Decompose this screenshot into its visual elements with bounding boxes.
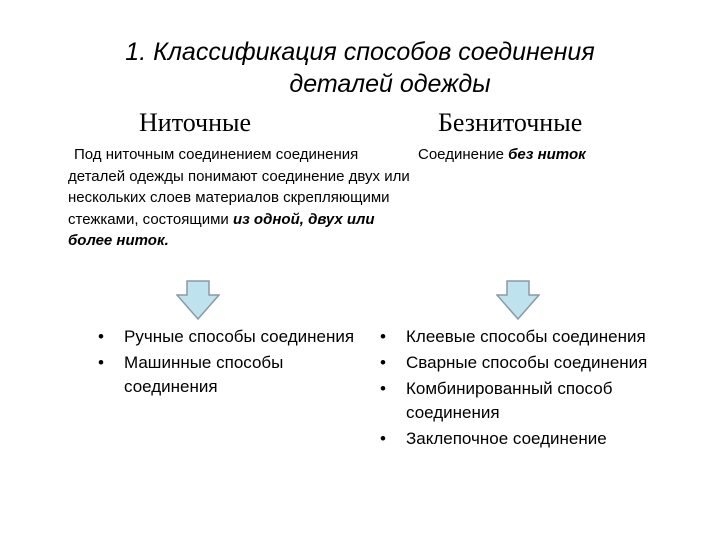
list-item [376, 325, 676, 349]
bullet-icon: • [380, 353, 386, 372]
threadless-methods-list [376, 325, 676, 453]
description-thread-emphasis: из одной, двух или более ниток [68, 210, 375, 249]
description-threadless-emphasis: без ниток [508, 146, 586, 163]
description-threadless [418, 144, 678, 166]
list-item [376, 351, 676, 375]
bullet-icon: • [98, 327, 104, 346]
list-item [376, 377, 676, 425]
bullet-icon: • [98, 353, 104, 372]
list-item [94, 325, 364, 349]
down-arrow-shape [177, 281, 219, 319]
list-item-text: Комбинированный способ соединения [406, 379, 613, 422]
bullet-icon: • [380, 379, 386, 398]
description-threadless-text: Соединение [418, 146, 509, 163]
description-thread-text: Под ниточным соединением соединения деталей одежды понимают соединение двух или нескольких слоев материалов скрепляющими стежками, состоящими [68, 146, 410, 228]
slide-title-line-2: деталей одежды [289, 70, 491, 98]
slide-title [0, 36, 720, 100]
list-item-text: Сварные способы соединения [406, 353, 648, 372]
list-item [94, 351, 364, 399]
list-item-text: Заклепочное соединение [406, 429, 607, 448]
heading-threadless: Безниточные [438, 108, 583, 137]
description-thread-end: . [164, 232, 169, 249]
down-arrow-icon [496, 280, 540, 320]
slide-title-line-1: 1. Классификация способов соединения [125, 38, 595, 66]
list-item-text: Клеевые способы соединения [406, 327, 646, 346]
down-arrow-shape [497, 281, 539, 319]
list-item-text: Ручные способы соединения [124, 327, 355, 346]
heading-thread: Ниточные [139, 108, 252, 137]
down-arrow-icon [176, 280, 220, 320]
list-item [376, 427, 676, 451]
thread-methods-list [94, 325, 364, 401]
bullet-icon: • [380, 429, 386, 448]
bullet-icon: • [380, 327, 386, 346]
list-item-text: Машинные способы соединения [124, 353, 284, 396]
description-thread [68, 144, 418, 252]
